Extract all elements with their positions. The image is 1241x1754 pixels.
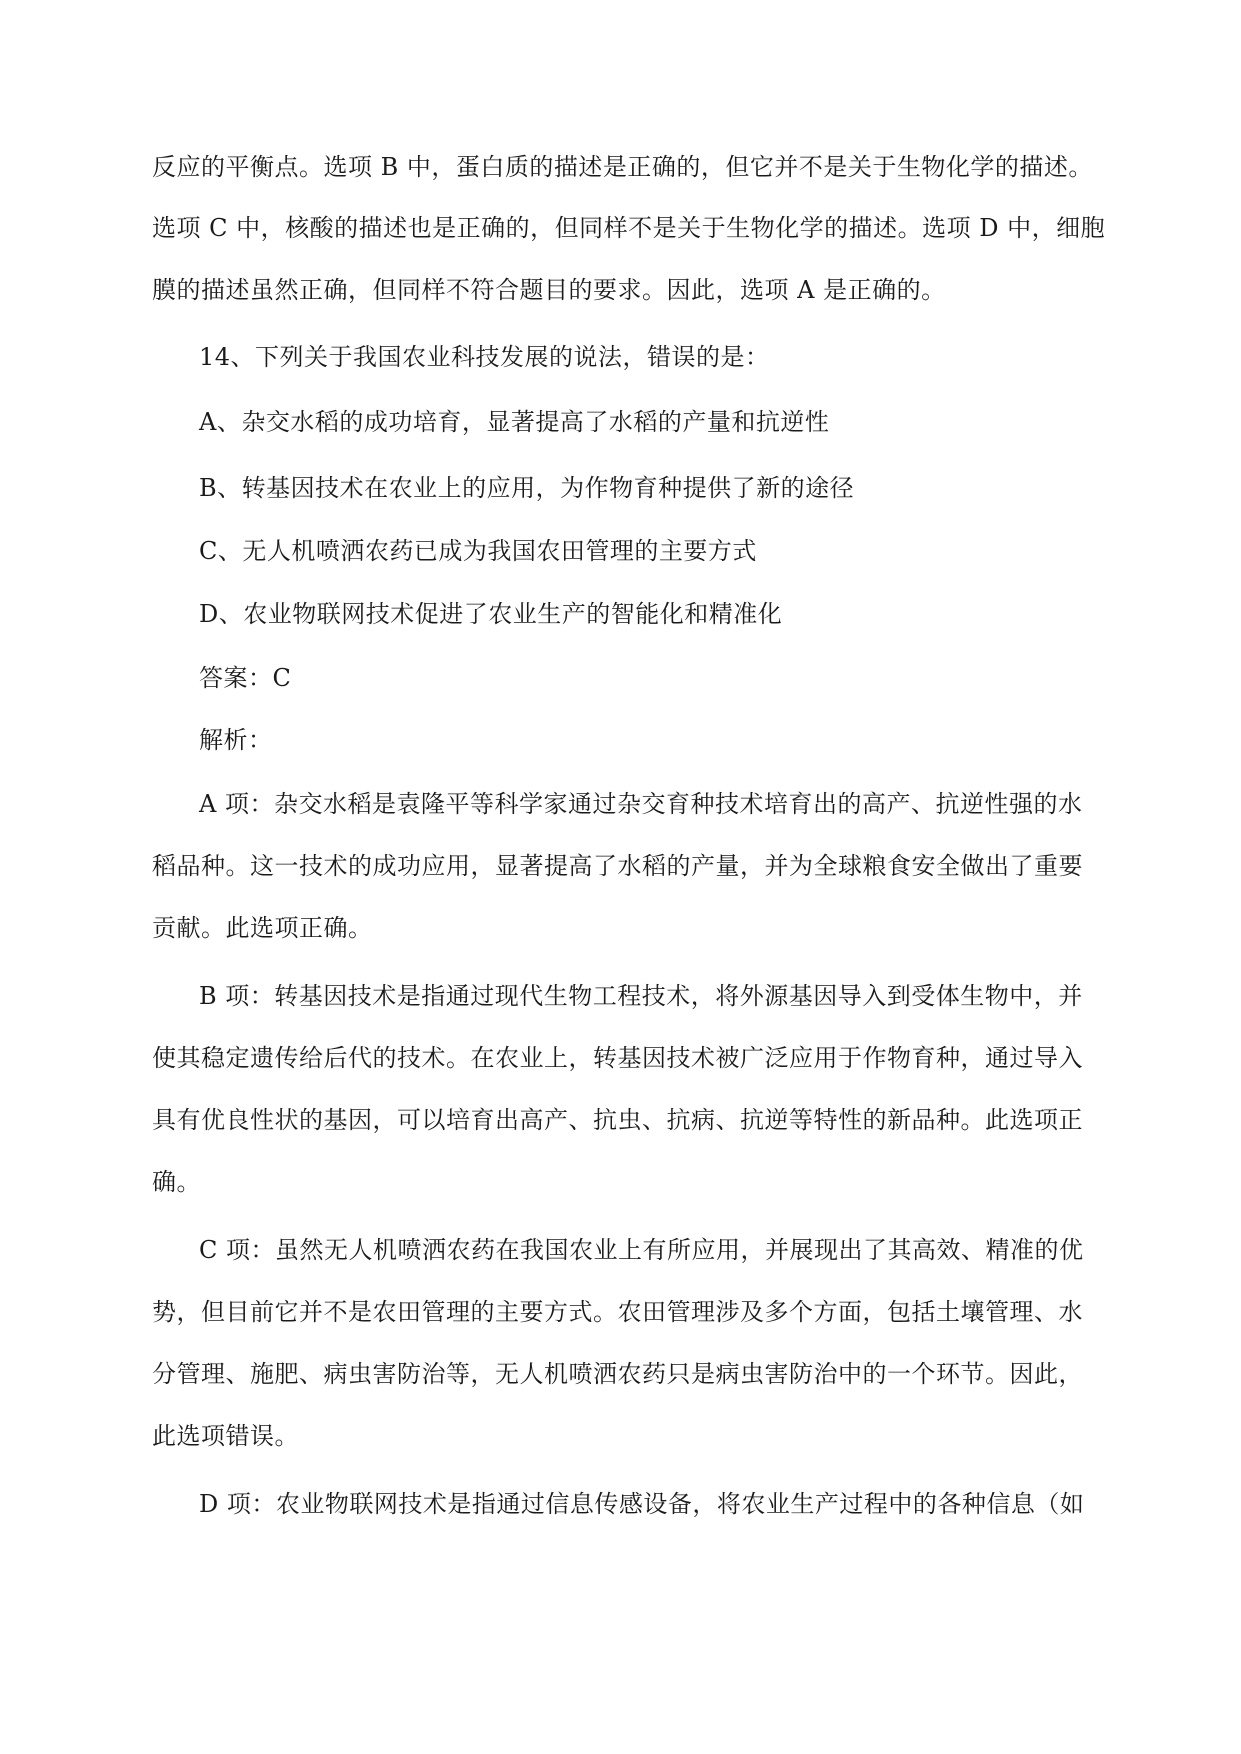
- paragraph-line: 此选项错误。: [152, 1422, 299, 1450]
- paragraph-line: D 项：农业物联网技术是指通过信息传感设备，将农业生产过程中的各种信息（如: [199, 1490, 1085, 1518]
- paragraph-line: A 项：杂交水稻是袁隆平等科学家通过杂交育种技术培育出的高产、抗逆性强的水: [199, 790, 1083, 818]
- paragraph-line: 选项 C 中，核酸的描述也是正确的，但同样不是关于生物化学的描述。选项 D 中，细胞: [152, 214, 1106, 242]
- paragraph-line: 贡献。此选项正确。: [152, 914, 373, 942]
- paragraph-line: 具有优良性状的基因，可以培育出高产、抗虫、抗病、抗逆等特性的新品种。此选项正: [152, 1106, 1083, 1134]
- paragraph-line: 确。: [152, 1168, 201, 1196]
- paragraph-line: 势，但目前它并不是农田管理的主要方式。农田管理涉及多个方面，包括土壤管理、水: [152, 1298, 1083, 1326]
- answer-line: 答案：C: [199, 664, 292, 692]
- paragraph-line: 稻品种。这一技术的成功应用，显著提高了水稻的产量，并为全球粮食安全做出了重要: [152, 852, 1083, 880]
- paragraph-line: 膜的描述虽然正确，但同样不符合题目的要求。因此，选项 A 是正确的。: [152, 276, 946, 304]
- option-b: B、转基因技术在农业上的应用，为作物育种提供了新的途径: [199, 474, 855, 502]
- option-c: C、无人机喷洒农药已成为我国农田管理的主要方式: [199, 537, 757, 565]
- paragraph-line: 反应的平衡点。选项 B 中，蛋白质的描述是正确的，但它并不是关于生物化学的描述。: [152, 153, 1093, 181]
- paragraph-line: C 项：虽然无人机喷洒农药在我国农业上有所应用，并展现出了其高效、精准的优: [199, 1236, 1084, 1264]
- option-a: A、杂交水稻的成功培育，显著提高了水稻的产量和抗逆性: [199, 408, 830, 436]
- paragraph-line: 使其稳定遗传给后代的技术。在农业上，转基因技术被广泛应用于作物育种，通过导入: [152, 1044, 1083, 1072]
- paragraph-line: 分管理、施肥、病虫害防治等，无人机喷洒农药只是病虫害防治中的一个环节。因此，: [152, 1360, 1083, 1388]
- analysis-heading: 解析：: [199, 726, 273, 754]
- paragraph-line: B 项：转基因技术是指通过现代生物工程技术，将外源基因导入到受体生物中，并: [199, 982, 1083, 1010]
- question-stem: 14、下列关于我国农业科技发展的说法，错误的是：: [199, 343, 770, 371]
- option-d: D、农业物联网技术促进了农业生产的智能化和精准化: [199, 600, 783, 628]
